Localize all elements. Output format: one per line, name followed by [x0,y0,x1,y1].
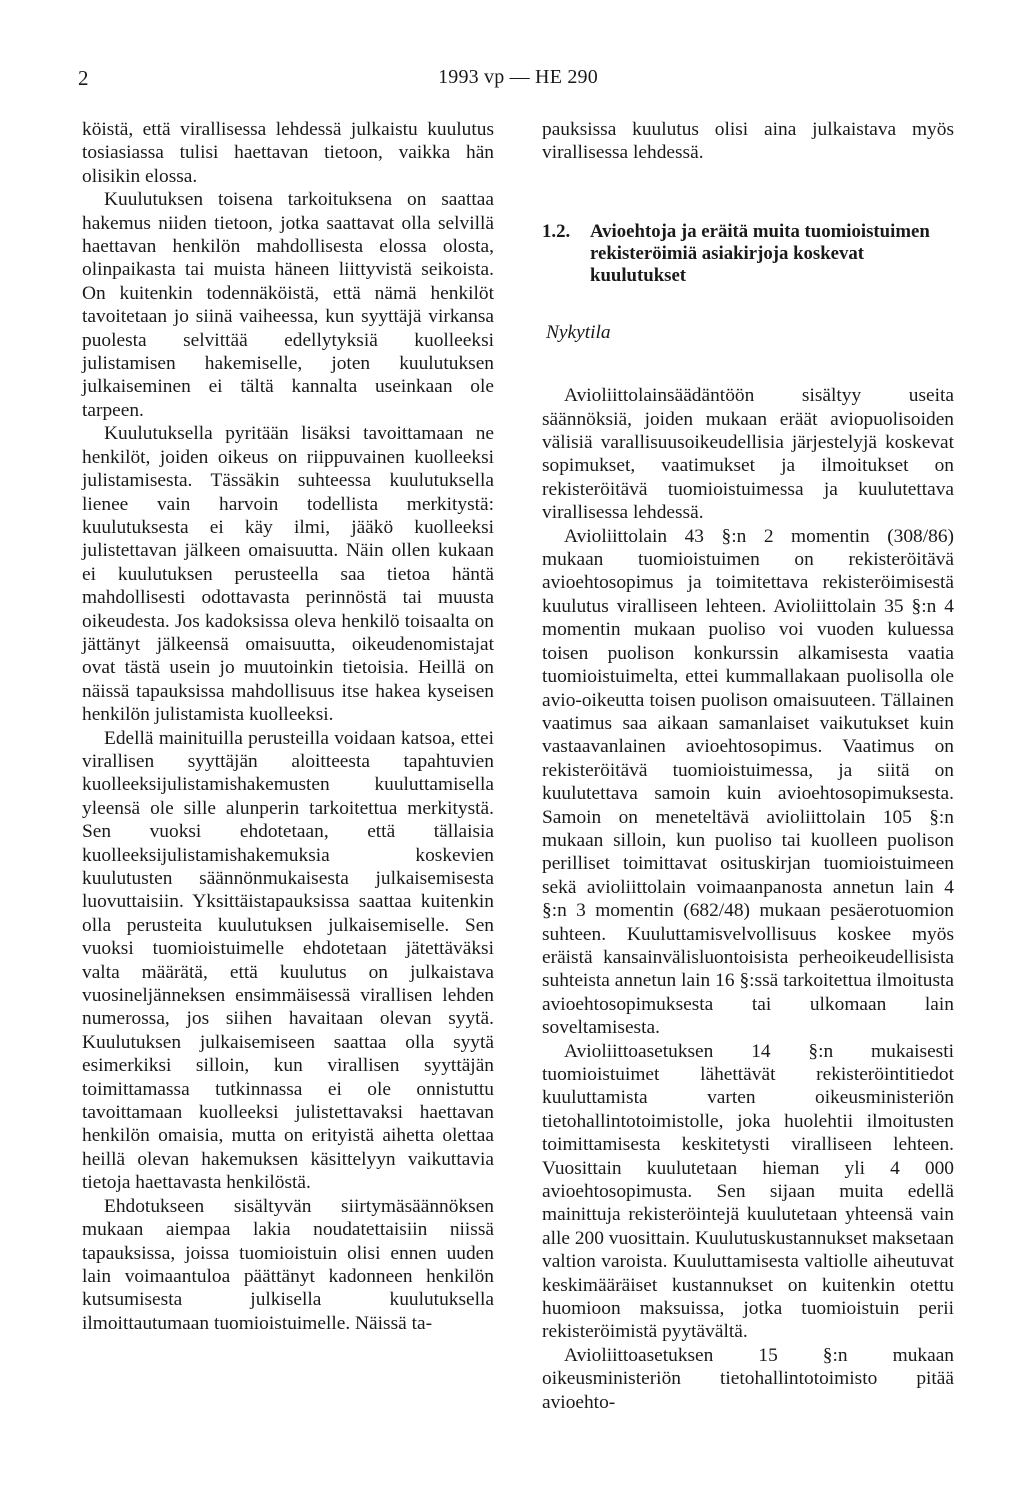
paragraph: Avioliittoasetuksen 15 §:n mukaan oikeusministeriön tietohallintotoimisto pitää avioehto- [542,1344,954,1413]
paragraph: Ehdotukseen sisältyvän siirtymäsäännöksen mukaan aiempaa lakia noudatettaisiin niissä tapauksissa, joissa tuomioistuin olisi ennen uuden lain voimaantuloa päättänyt kadonneen henkilön kutsumisesta julkisella kuulutuksella ilmoittautumaan tuomioistuimelle. Näissä ta- [82,1195,494,1334]
paragraph: Avioliittoasetuksen 14 §:n mukaisesti tuomioistuimet lähettävät rekisteröintitiedot kuuluttamista varten oikeusministeriön tietohallintotoimistolle, joka huolehtii ilmoitusten toimittamisesta keskitetysti viralliseen lehteen. Vuosittain kuulutetaan hieman yli 4 000 avioehtosopimusta. Sen sijaan muita edellä mainittuja rekisteröintejä kuulutetaan yhteensä vain alle 200 vuosittain. Kuulutuskustannukset maksetaan valtion varoista. Kuuluttamisesta valtiolle aiheutuvat keskimääräiset kustannukset on kuitenkin otettu huomioon maksuissa, jotka tuomioistuin perii rekisteröimistä pyytävältä. [542,1040,954,1343]
paragraph: Edellä mainituilla perusteilla voidaan katsoa, ettei virallisen syyttäjän aloitteesta tapahtuvien kuolleeksijulistamishakemusten kuuluttamisella yleensä ole sille alunperin tarkoitettua merkitystä. Sen vuoksi ehdotetaan, että tällaisia kuolleeksijulistamishakemuksia koskevien kuulutusten säännönmukaisesta julkaisemisesta luovuttaisiin. Yksittäistapauksissa saattaa kuitenkin olla perusteita kuulutuksen julkaisemiselle. Sen vuoksi tuomioistuimelle ehdotetaan jätettäväksi valta määrätä, että kuulutus on julkaistava vuosineljänneksen ensimmäisessä virallisen lehden numerossa, jos siihen havaitaan olevan syytä. Kuulutuksen julkaisemiseen saattaa olla syytä esimerkiksi silloin, kun virallisen syyttäjän toimittamassa tutkinnassa ei ole onnistuttu tavoittamaan kuolleeksi julistettavaksi haettavan henkilön omaisia, mutta on erityistä aihetta olettaa heillä olevan hakemuksen käsittelyyn vaikuttavia tietoja haettavasta henkilöstä. [82,727,494,1194]
paragraph: köistä, että virallisessa lehdessä julkaistu kuulutus tosiasiassa tulisi haettavan tietoon, vaikka hän olisikin elossa. [82,119,494,187]
section-heading [542,221,954,287]
section-title: Avioehtoja ja eräitä muita tuomioistuimen rekisteröimiä asiakirjoja koskevat kuulutukset [590,220,930,286]
right-column [542,118,954,1414]
paragraph: Kuulutuksen toisena tarkoituksena on saattaa hakemus niiden tietoon, jotka saattavat olla selvillä haettavan henkilön mahdollisesta elossa olosta, olinpaikasta tai muista häneen liittyvistä seikoista. On kuitenkin todennäköistä, että nämä henkilöt tavoitetaan jo siinä vaiheessa, kun syyttäjä virkansa puolesta selvittää edellytyksiä kuolleeksi julistamisen hakemiselle, joten kuulutuksen julkaiseminen ei tältä kannalta useinkaan ole tarpeen. [82,189,494,421]
paragraph: Avioliittolainsäädäntöön sisältyy useita säännöksiä, joiden mukaan eräät aviopuolisoiden välisiä varallisuusoikeudellisia järjestelyjä koskevat sopimukset, vaatimukset ja ilmoitukset on rekisteröitävä tuomioistuimessa ja kuulutettava virallisessa lehdessä. [542,385,954,524]
page-header [78,66,958,96]
subheading: Nykytila [546,321,611,343]
left-column [82,118,494,1335]
paragraph-continuation: pauksissa kuulutus olisi aina julkaistava myös virallisessa lehdessä. [542,119,954,164]
running-head: 1993 vp — HE 290 [438,66,598,88]
paragraph: Avioliittolain 43 §:n 2 momentin (308/86) mukaan tuomioistuimen on rekisteröitävä avioehtosopimus ja toimitettava rekisteröimisestä kuulutus viralliseen lehteen. Avioliittolain 35 §:n 4 momentin mukaan puoliso voi vuoden kuluessa toisen puolison konkurssin alkamisesta vaatia tuomioistuimelta, ettei kummallakaan puolisolla ole avio-oikeutta toisen puolison omaisuuteen. Tällainen vaatimus saa aikaan samanlaiset vaikutukset kuin vastaavanlainen avioehtosopimus. Vaatimus on rekisteröitävä tuomioistuimessa, ja siitä on kuulutettava samoin kuin avioehtosopimuksesta. Samoin on meneteltävä avioliittolain 105 §:n mukaan silloin, kun puoliso tai kuolleen puolison perilliset toimittavat osituskirjan tuomioistuimeen sekä avioliittolain voimaanpanosta annetun lain 4 §:n 3 momentin (682/48) mukaan pesäerotuomion suhteen. Kuuluttamisvelvollisuus koskee myös eräistä kansainvälisluontoisista perheoikeudellisista suhteista annetun lain 16 §:ssä tarkoitettua ilmoitusta avioehtosopimuksesta tai ulkomaan lain soveltamisesta. [542,525,954,1039]
page-number: 2 [78,66,89,90]
section-number: 1.2. [542,220,571,242]
paragraph: Kuulutuksella pyritään lisäksi tavoittamaan ne henkilöt, joiden oikeus on riippuvainen kuolleeksi julistamisesta. Tässäkin suhteessa kuulutuksella lienee vain harvoin todellista merkitystä: kuulutuksesta ei käy ilmi, jääkö kuolleeksi julistettavan jälkeen omaisuutta. Näin ollen kukaan ei kuulutuksen perusteella saa tietoa häntä mahdollisesti odottavasta perinnöstä tai muusta oikeudesta. Jos kadoksissa oleva henkilö toisaalta on jättänyt jälkeensä omaisuutta, oikeudenomistajat ovat tästä usein jo muutoinkin tietoisia. Heillä on näissä tapauksissa mahdollisuus itse hakea kyseisen henkilön julistamista kuolleeksi. [82,423,494,726]
